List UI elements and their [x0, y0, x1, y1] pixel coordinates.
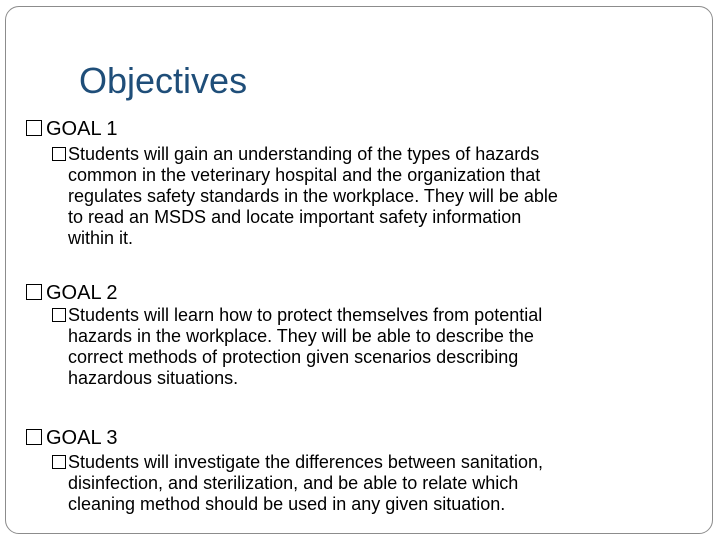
goal-3-description — [68, 452, 668, 515]
slide-title: Objectives — [79, 60, 248, 101]
sub-bullet-box-icon — [52, 308, 66, 322]
goal-3-line: disinfection, and sterilization, and be able to relate which — [68, 473, 519, 493]
goal-2-line: Students will learn how to protect themselves from potential — [68, 305, 543, 325]
goal-1-line: to read an MSDS and locate important safety information — [68, 207, 522, 227]
goal-1-line: regulates safety standards in the workplace. They will be able — [68, 186, 558, 206]
bullet-box-icon — [26, 120, 42, 136]
goal-2-line: correct methods of protection given scenarios describing — [68, 347, 519, 367]
goal-2-heading — [26, 281, 118, 305]
goal-2-line: hazards in the workplace. They will be able to describe the — [68, 326, 534, 346]
goal-2-line: hazardous situations. — [68, 368, 239, 388]
goal-3-heading — [26, 426, 118, 450]
goal-3-label: GOAL 3 — [46, 427, 118, 449]
goal-1-heading — [26, 117, 118, 141]
goal-2-label: GOAL 2 — [46, 282, 118, 304]
bullet-box-icon — [26, 429, 42, 445]
goal-3-line: Students will investigate the differences between sanitation, — [68, 452, 543, 472]
bullet-box-icon — [26, 284, 42, 300]
sub-bullet-box-icon — [52, 455, 66, 469]
goal-3-line: cleaning method should be used in any given situation. — [68, 494, 506, 514]
goal-1-label: GOAL 1 — [46, 118, 118, 140]
goal-1-line: within it. — [68, 228, 134, 248]
sub-bullet-box-icon — [52, 147, 66, 161]
goal-2-description — [68, 305, 668, 389]
goal-1-line: Students will gain an understanding of the types of hazards — [68, 144, 540, 164]
goal-1-line: common in the veterinary hospital and the organization that — [68, 165, 541, 185]
goal-1-description — [68, 144, 668, 249]
